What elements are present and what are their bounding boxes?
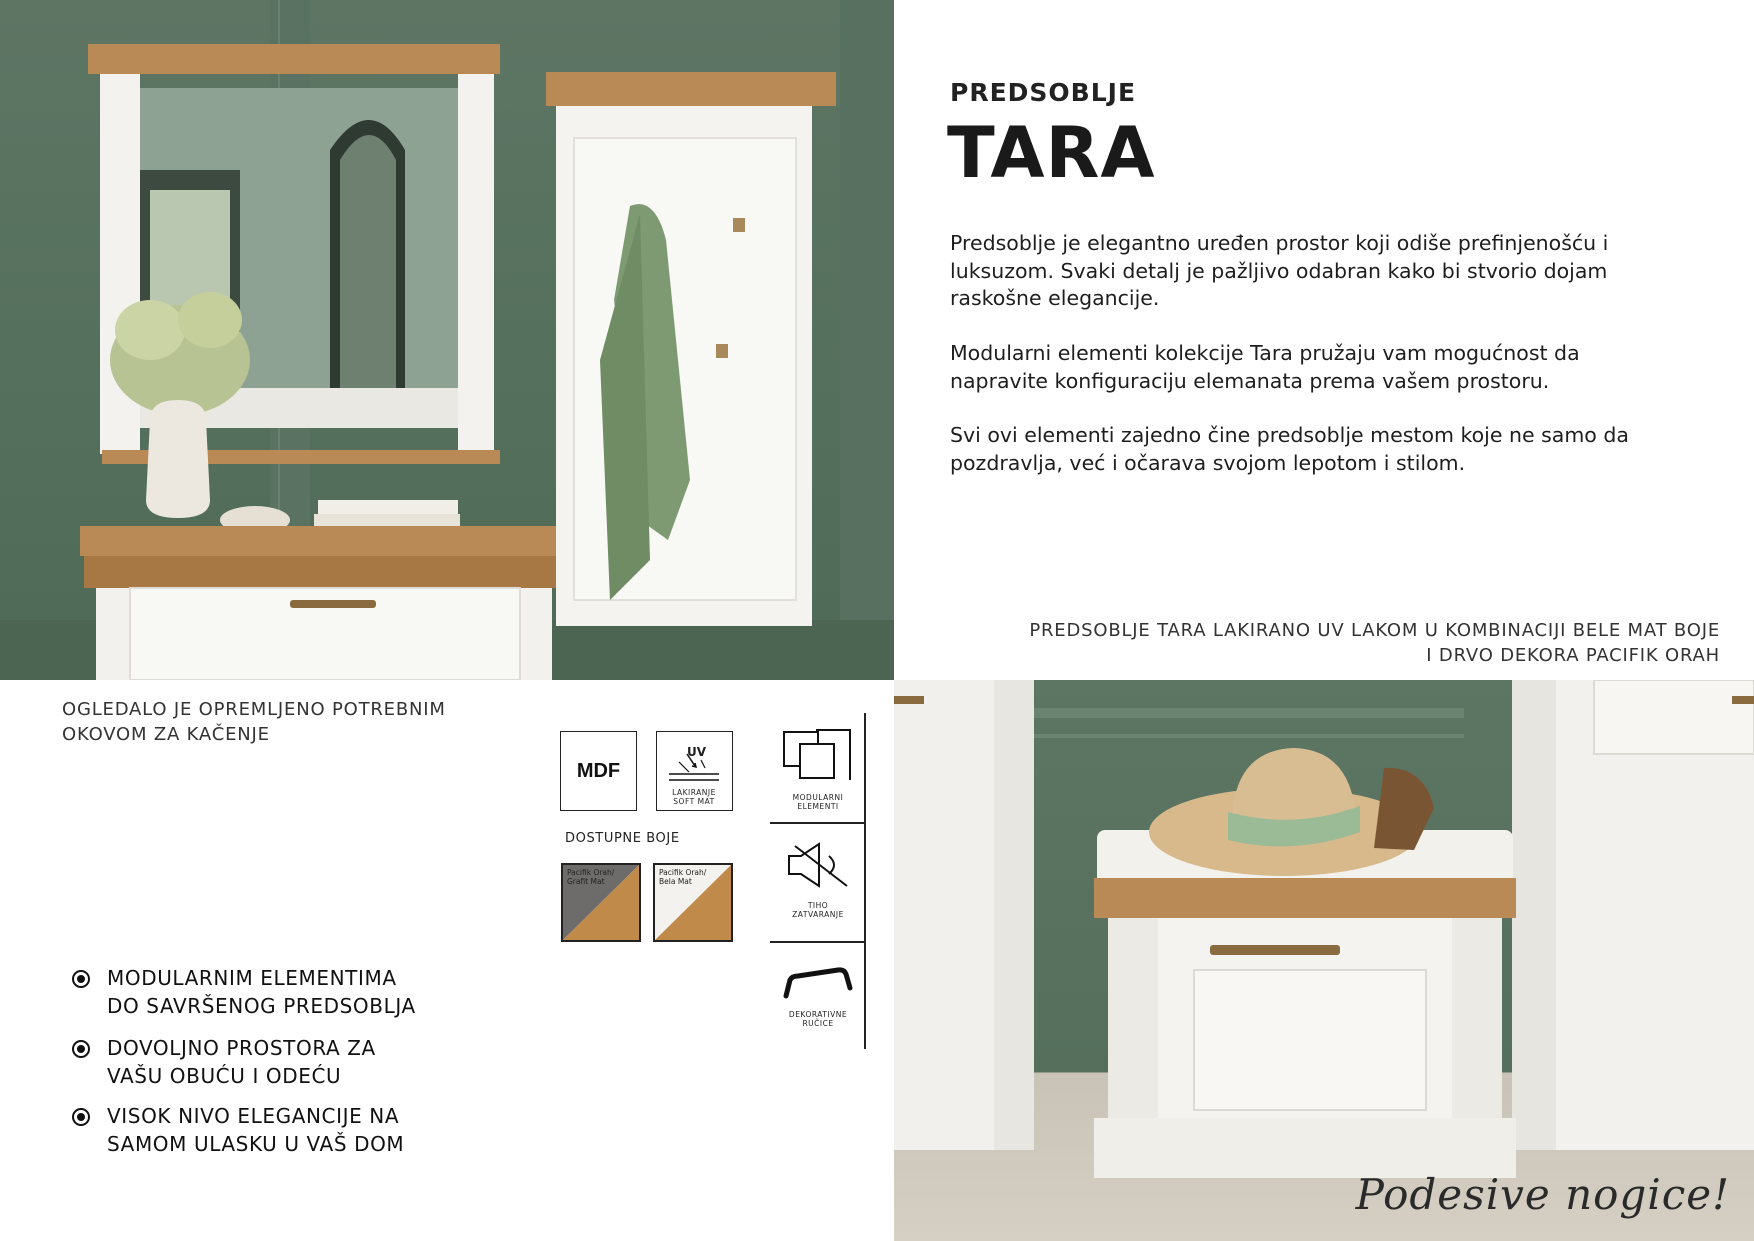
mdf-label: MDF [576,759,621,782]
soft-close-icon [785,840,855,890]
mirror-note-line-2: OKOVOM ZA KAČENJE [62,724,270,745]
bullet-item [72,964,492,1024]
adjustable-feet-tagline: Podesive nogice! [1355,1170,1730,1219]
uv-lacquer-badge [656,731,733,811]
handles-caption-line-1: DEKORATIVNE [788,1010,848,1019]
bench-photo [894,680,1754,1241]
radio-bullet-icon [72,1040,90,1058]
finish-caption-line-1: PREDSOBLJE TARA LAKIRANO UV LAKOM U KOMBINACIJI BELE MAT BOJE [1029,620,1720,641]
finish-caption-line-2: I DRVO DEKORA PACIFIK ORAH [1426,645,1720,666]
swatch-graphite-walnut-line-2: Grafit Mat [567,877,605,886]
hallway-illustration [0,0,894,680]
swatch-graphite-walnut-label [567,868,614,886]
finish-caption [960,618,1720,668]
soft-close-caption [778,901,858,919]
uv-light-icon [657,732,731,792]
soft-close-caption-line-1: TIHO [807,901,829,910]
bullet-text: DOVOLJNO PROSTORA ZA VAŠU OBUĆU I ODEĆU [107,1036,376,1088]
swatch-graphite-walnut-line-1: Pacifik Orah/ [567,868,615,877]
mirror-note-line-1: OGLEDALO JE OPREMLJENO POTREBNIM [62,699,446,720]
decorative-handles-caption [778,1010,858,1028]
bullet-text: MODULARNIM ELEMENTIMA DO SAVRŠENOG PREDSOBLJA [107,966,416,1018]
swatch-white-walnut-label [659,868,706,886]
radio-bullet-icon [72,970,90,988]
swatch-white-walnut [653,863,733,942]
hallway-photo [0,0,894,680]
icon-divider-1 [770,822,865,824]
modular-caption-line-2: ELEMENTI [797,802,839,811]
modular-elements-caption [778,793,858,811]
uv-caption [657,788,731,806]
decorative-handle-icon [782,966,854,1000]
mdf-badge [560,731,637,811]
description-paragraph-3: Svi ovi elementi zajedno čine predsoblje mestom koje ne samo da pozdravlja, već i očarava svojom lepotom i stilom. [950,423,1629,475]
available-colors-title: DOSTUPNE BOJE [565,831,680,846]
product-title: TARA [947,112,1156,194]
bench-illustration [894,680,1754,1241]
icon-column-divider [864,713,866,1049]
modular-caption-line-1: MODULARNI [792,793,844,802]
icon-divider-2 [770,941,865,943]
swatch-white-walnut-line-2: Bela Mat [659,877,692,886]
bullet-text: VISOK NIVO ELEGANCIJE NA SAMOM ULASKU U VAŠ DOM [107,1104,405,1156]
description-paragraph-1: Predsoblje je elegantno uređen prostor koji odiše prefinjenošću i luksuzom. Svaki detalj je pažljivo odabran kako bi stvorio dojam raskošne elegancije. [950,231,1609,310]
uv-caption-line-1: LAKIRANJE [672,788,716,797]
collection-eyebrow: PREDSOBLJE [950,78,1137,107]
bullet-item [72,1102,492,1162]
mirror-note [62,697,502,747]
handles-caption-line-2: RUČICE [802,1019,834,1028]
modular-elements-icon [780,728,854,788]
soft-close-caption-line-2: ZATVARANJE [792,910,844,919]
bullet-item [72,1034,492,1094]
radio-bullet-icon [72,1108,90,1126]
swatch-white-walnut-line-1: Pacifik Orah/ [659,868,707,877]
uv-caption-line-2: SOFT MAT [673,797,715,806]
uv-label: UV [687,745,707,759]
description-paragraph-2: Modularni elementi kolekcije Tara pružaju vam mogućnost da napravite konfiguraciju elemanata prema vašem prostoru. [950,341,1580,393]
swatch-graphite-walnut [561,863,641,942]
